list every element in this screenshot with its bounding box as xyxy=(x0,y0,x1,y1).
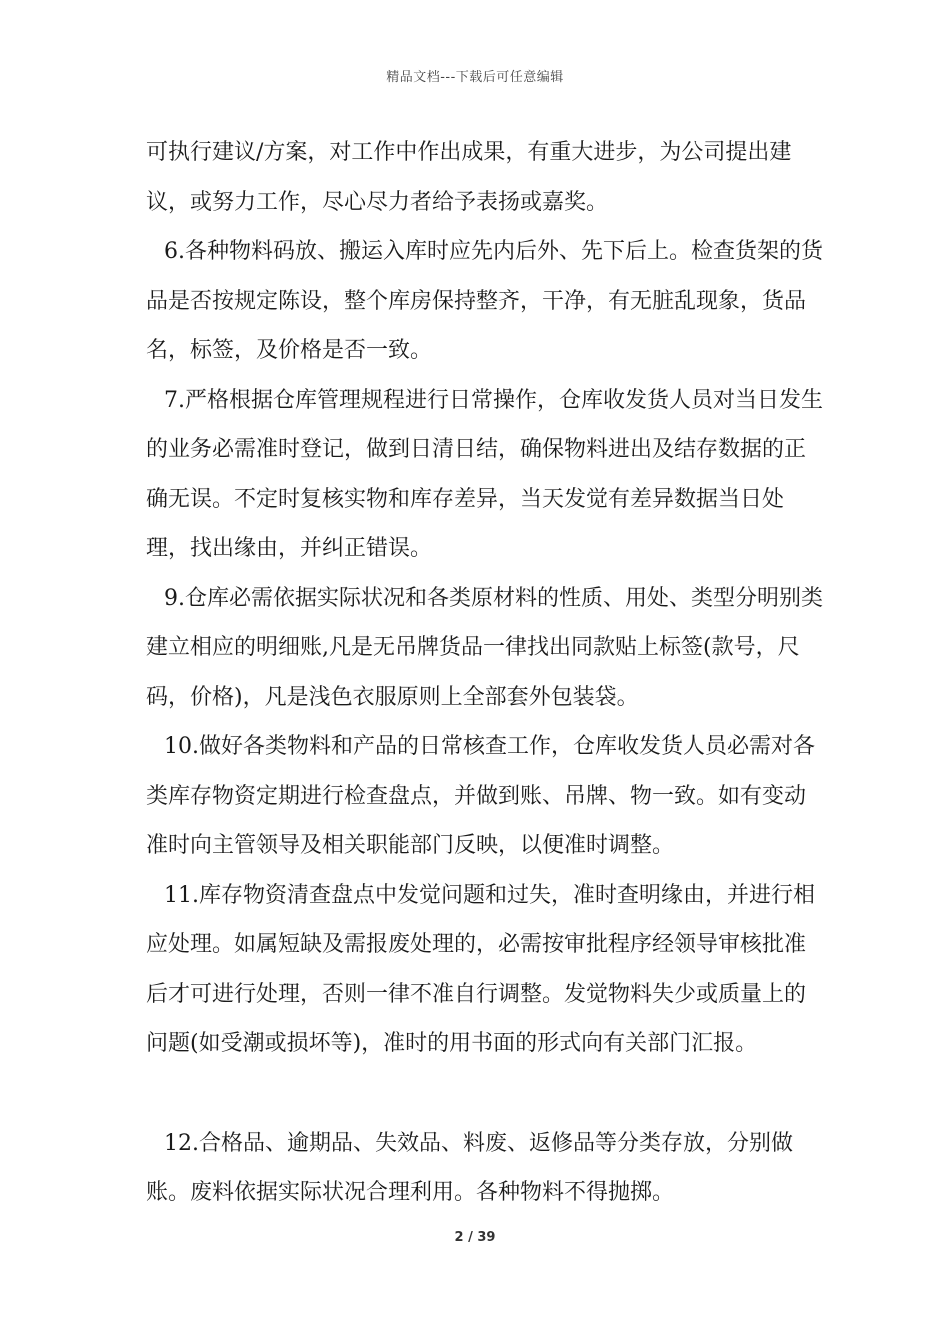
paragraph-item-6: 6.各种物料码放、搬运入库时应先内后外、先下后上。检查货架的货品是否按规定陈设，整个库房保持整齐，干净，有无脏乱现象，货品名，标签，及价格是否一致。 xyxy=(146,239,823,363)
paragraph-item-9: 9.仓库必需依据实际状况和各类原材料的性质、用处、类型分明别类建立相应的明细账,凡是无吊牌货品一律找出同款贴上标签(款号，尺码，价格)，凡是浅色衣服原则上全部套外包装袋。 xyxy=(146,585,823,710)
paragraph-item-12: 12.合格品、逾期品、失效品、料废、返修品等分类存放，分别做账。废料依据实际状况合理利用。各种物料不得抛掷。 xyxy=(146,1130,793,1205)
document-body xyxy=(146,128,826,1218)
paragraph-item-7: 7.严格根据仓库管理规程进行日常操作，仓库收发货人员对当日发生的业务必需准时登记，做到日清日结，确保物料进出及结存数据的正确无误。不定时复核实物和库存差异，当天发觉有差异数据当日处理，找出缘由，并纠正错误。 xyxy=(146,387,823,561)
paragraph-continuation: 可执行建议/方案，对工作中作出成果，有重大进步，为公司提出建议，或努力工作，尽心尽力者给予表扬或嘉奖。 xyxy=(146,140,792,215)
paragraph-item-11: 11.库存物资清查盘点中发觉问题和过失，准时查明缘由，并进行相应处理。如属短缺及需报废处理的，必需按审批程序经领导审核批准后才可进行处理，否则一律不准自行调整。发觉物料失少或质量上的问题(如受潮或损坏等)，准时的用书面的形式向有关部门汇报。 xyxy=(146,882,815,1056)
page-number: 2 / 39 xyxy=(454,1230,496,1245)
paragraph-item-10: 10.做好各类物料和产品的日常核查工作，仓库收发货人员必需对各类库存物资定期进行检查盘点，并做到账、吊牌、物一致。如有变动准时向主管领导及相关职能部门反映，以便准时调整。 xyxy=(146,734,815,858)
page-header: 精品文档---下载后可任意编辑 xyxy=(386,70,564,85)
